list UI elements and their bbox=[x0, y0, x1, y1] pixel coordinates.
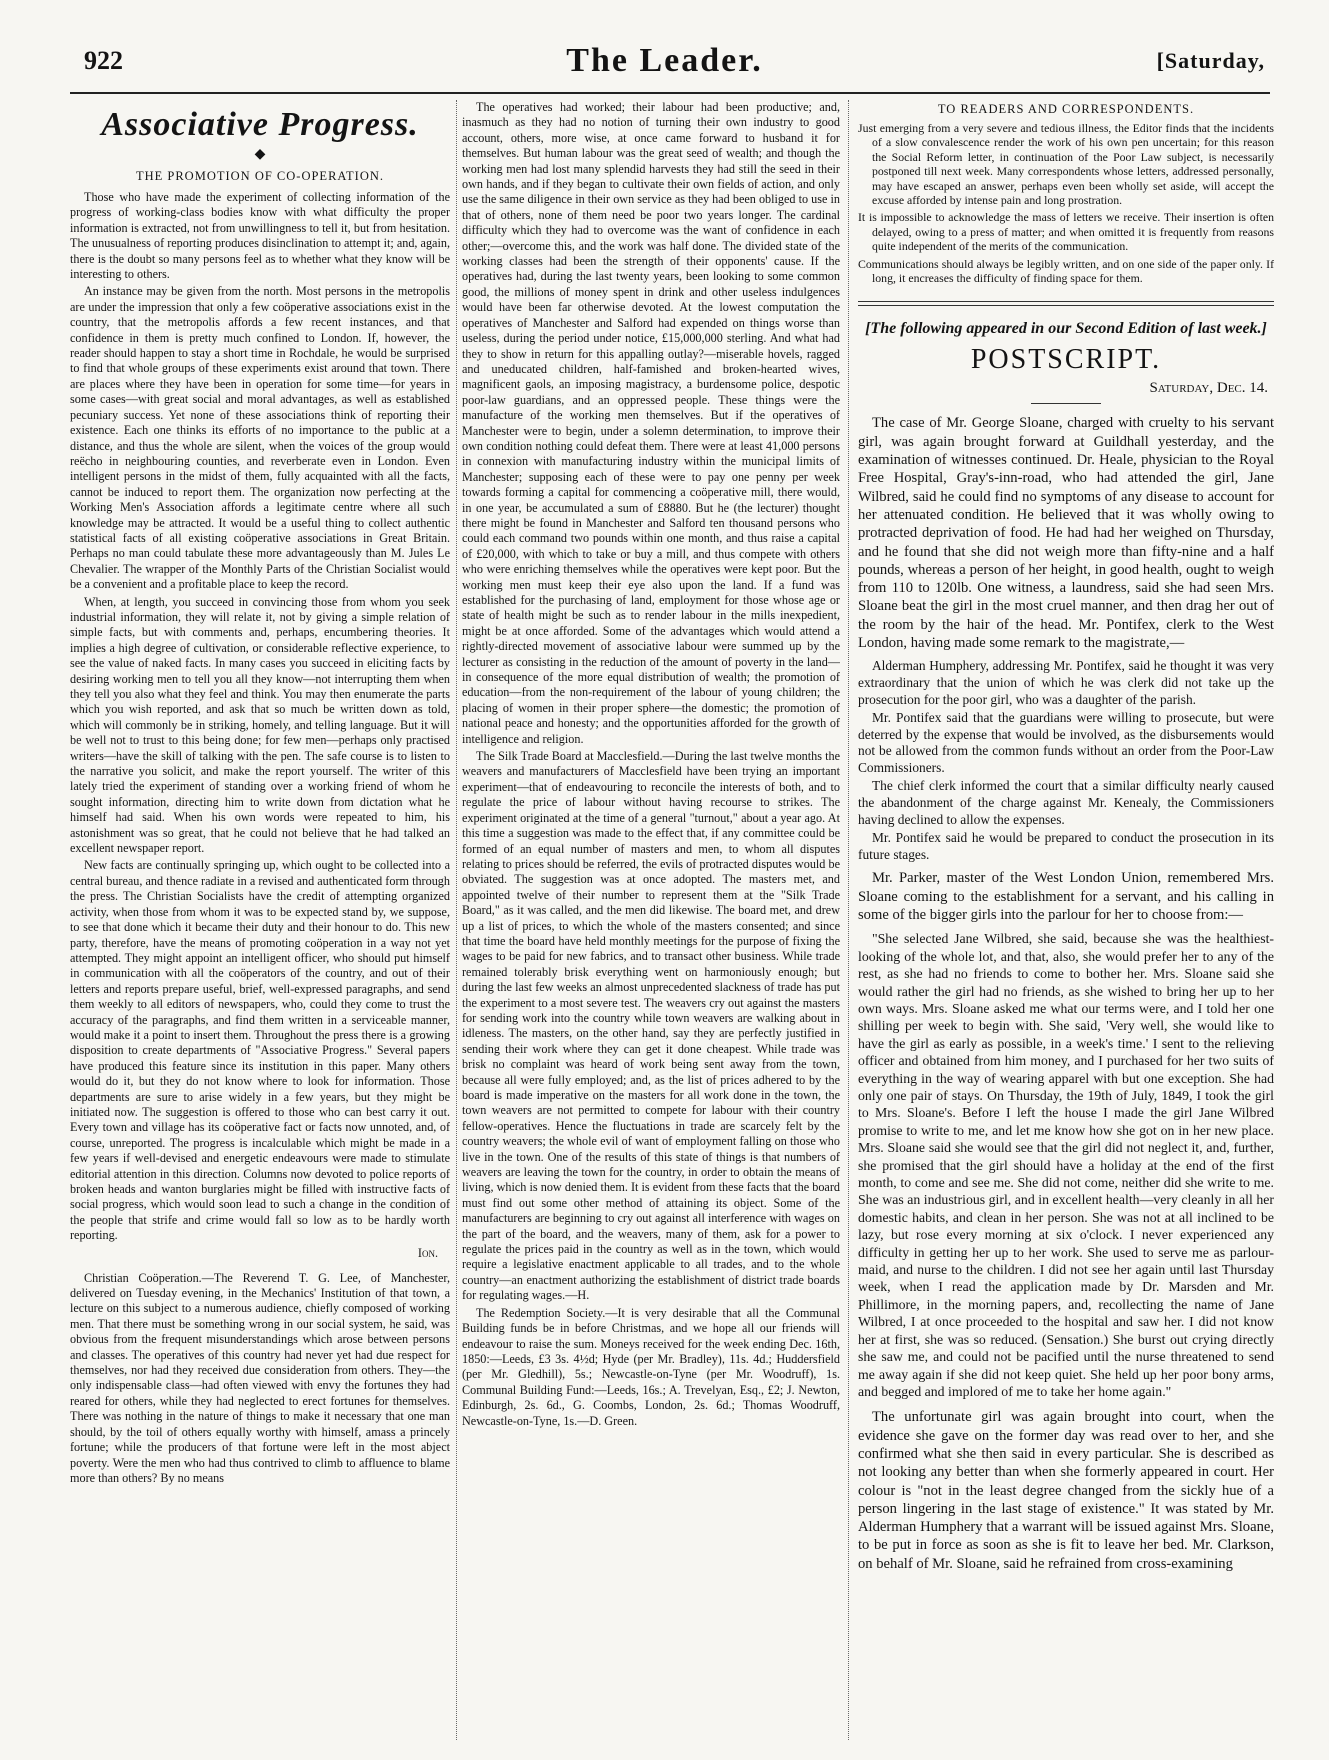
issue-day: [Saturday, bbox=[1156, 48, 1265, 73]
ornament-icon: ◆ bbox=[254, 147, 266, 162]
article-paragraph: Mr. Pontifex said that the guardians were willing to prosecute, but were deterred by the expense that would be involved, as the disbursements would not be allowed from the common funds without an order from the Poor-Law Commissioners. bbox=[858, 710, 1274, 775]
header-rule bbox=[70, 92, 1270, 94]
readers-note: Communications should always be legibly written, and on one side of the paper only. If long, it encreases the difficulty of finding space for them. bbox=[858, 256, 1274, 286]
article-paragraph: The chief clerk informed the court that a similar difficulty nearly caused the abandonment of the charge against Mr. Kenealy, the Commissioners having declined to allow the expenses. bbox=[858, 778, 1274, 827]
article-paragraph: The operatives had worked; their labour had been productive; and, inasmuch as they had no notion of turning their own industry to good account, others, more wise, at once came forward to husband it for themselves. But human labour was the great seed of wealth; and though the working men had lost many splendid harvests they had still the seed in their own hands, and if they began to cultivate their own fields of action, and only use the same diligence in their own service as they had been obliged to use in that of others, none of them need be poor two years longer. The cardinal difficulty which they had to overcome was the want of confidence in each other;—overcome this, and the work was half done. The divided state of the working classes had been the strength of their opponents' cause. If the operatives had, during the last twenty years, been looking to some common good, the millions of money spent in drink and other useless indulgences would have been far otherwise devoted. At the lowest computation the operatives of Manchester and Salford had expended on things worse than useless, during the period under notice, £15,000,000 sterling. And what had they to show in return for this appalling outlay?—miserable hovels, ragged and uneducated children, half-famished and broken-hearted wives, magnificent gaols, an imposing magistracy, a burdensome police, despotic poor-law guardians, and an oppressed people. These things were the manufacture of the working men themselves. But if the operatives of Manchester were to begin, under a solemn determination, to improve their own condition nothing could defeat them. There were at least 41,000 persons in connexion with manufacturing industry within the municipal limits of Manchester; supposing each of these were to pay one penny per week towards forming a capital for commencing a coöperative mill, there would, in one year, be accumulated a sum of £8880. But he (the lecturer) thought there might be found in Manchester and Salford ten thousand persons who could each command two pounds within one month, and thus raise a capital of £20,000, with which to take or buy a mill, and thus compete with others who were enriching themselves while the operatives were kept poor. But the working men must keep their eye also upon the land. If a fund was established for the purchasing of land, employment for those whose age or state of health might be such as to render labour in the mills inexpedient, might be at once afforded. Some of the advantages which would attend a rightly-directed movement of associative labour were summed up by the lecturer as consisting in the reduction of the amount of poverty in the land—in consequence of the more equal distribution of wealth; the promotion of education—from the non-requirement of the labour of young children; the placing of women in their proper sphere—the domestic; the promotion of national peace and honesty; and the opportunities afforded for the growth of intelligence and religion. bbox=[462, 100, 840, 746]
edition-note: [The following appeared in our Second Edition of last week.] bbox=[865, 320, 1267, 338]
section-title: Associative Progress. bbox=[101, 106, 419, 143]
readers-note: Just emerging from a very severe and tedious illness, the Editor finds that the incidents of a slow convalescence render the work of his own pen uncertain; for this reason the Social Reform letter, in continuation of the Poor Law subject, is necessarily postponed till next week. Many correspondents whose letters, addressed personally, may have escaped an answer, perhaps even been wholly set aside, will accept the excuse afforded by intense pain and long prostration. bbox=[858, 121, 1274, 208]
column-left bbox=[70, 100, 450, 1740]
article-paragraph: The Silk Trade Board at Macclesfield.—During the last twelve months the weavers and manufacturers of Macclesfield have been trying an important experiment—that of endeavouring to reconcile the interests of both, and to regulate the price of labour without having recourse to strikes. The experiment originated at the time of a general "turnout," about a year ago. At this time a suggestion was made to the effect that, if any committee could be formed of an equal number of masters and men, to whom all disputes relating to prices should be referred, the evils of protracted disputes would be obviated. The suggestion was at once adopted. The masters met, and appointed twelve of their number to represent them at the "Silk Trade Board," as it was called, and the men did likewise. The board met, and drew up a list of prices, to which the whole of the masters consented; and since that time the board have held monthly meetings for the purpose of fixing the wages to be paid for new fabrics, and to transact other business. While trade remained tolerably brisk everything went on harmoniously enough; but during the last few weeks an almost unprecedented slackness of trade has put the experiment to a most severe test. The weavers cry out against the masters for sending work into the country while town weavers are walking about in idleness. The masters, on the other hand, say they are perfectly justified in sending their work where they can get it done cheapest. While trade was brisk no complaint was heard of work being sent away from the town, because all were fully employed; and, as the list of prices adhered to by the board is made imperative on the masters for all work done in the town, the town weavers are not permitted to compete for labour with their country fellow-operatives. Hence the fluctuations in trade are scarcely felt by the country weavers; the whole evil of want of employment falling on those who live in the town. One of the results of this state of things is that numbers of weavers are leaving the town for the country, in order to obtain the means of living, which is now denied them. It is evident from these facts that the board must find out some other method of attaining its object. Some of the manufacturers are beginning to cry out against all interference with wages on the part of the board, and the weavers, many of them, ask for a power to regulate the prices paid in the country as well as in the town, which would require a legislative enactment applicable to all trades, and to the whole country—an enactment authorizing the establishment of district trade boards for regulating wages.—H. bbox=[462, 749, 840, 1303]
article-paragraph: Those who have made the experiment of collecting information of the progress of working-class bodies know with what difficulty the proper information is extracted, not from unwillingness to tell it, but from hesitation. The unusualness of reporting produces disinclination to attempt it; and, again, there is the doubt so many persons feel as to whether what they know will be interesting to others. bbox=[70, 190, 450, 282]
readers-note: It is impossible to acknowledge the mass of letters we receive. Their insertion is often delayed, owing to a press of matter; and when omitted it is frequently from reasons quite independent of the merits of the communication. bbox=[858, 210, 1274, 254]
article-subheading: THE PROMOTION OF CO-OPERATION. bbox=[135, 169, 385, 183]
article-paragraph: Mr. Parker, master of the West London Union, remembered Mrs. Sloane coming to the establishment for a servant, and his calling in some of the bigger girls into the parlour for her to choose from:— bbox=[858, 870, 1274, 924]
readers-heading: TO READERS AND CORRESPONDENTS. bbox=[937, 102, 1195, 116]
article-paragraph: The Redemption Society.—It is very desirable that all the Communal Building funds be in before Christmas, and we hope all our friends will endeavour to raise the sum. Moneys received for the week ending Dec. 16th, 1850:—Leeds, £3 3s. 4½d; Hyde (per Mr. Bradley), 11s. 4d.; Huddersfield (per Mr. Gledhill), 5s.; Newcastle-on-Tyne (per Mr. Woodruff), 1s. Communal Building Fund:—Leeds, 16s.; A. Trevelyan, Esq., £2; J. Newton, Edinburgh, 2s. 6d., G. Coombs, London, 2s. 6d.; Thomas Woodruff, Newcastle-on-Tyne, 1s.—D. Green. bbox=[462, 1305, 840, 1428]
article-paragraph: Mr. Pontifex said he would be prepared to conduct the prosecution in its future stages. bbox=[858, 830, 1274, 862]
article-paragraph: When, at length, you succeed in convincing those from whom you seek industrial information, they will relate it, not by giving a simple relation of simple facts, but with comments and, perhaps, encumbering theories. It implies a high degree of cultivation, or considerable reflective experience, to see the value of naked facts. In many cases you succeed in eliciting facts by desiring working men to tell you all they know—not interrupting them when they tell you also what they feel and think. You may then enumerate the parts which you wish reported, and ask that so much be written down as told, which will commonly be in striking, homely, and telling language. But it will be well not to trust to this being done; for few men—perhaps only practised writers—have the skill of talking with the pen. The safe course is to listen to the narrative you solicit, and make the report yourself. The writer of this lately tried the experiment of standing over a working friend of whom he sought information, directing him to write down from dictation what he himself had said. When his own words were repeated to him, his astonishment was so great, that he could not believe that he had talked an excellent newspaper report. bbox=[70, 594, 450, 856]
double-rule bbox=[858, 301, 1274, 306]
article-paragraph: The unfortunate girl was again brought into court, when the evidence she gave on the former day was read over to her, and she confirmed what she then said in every particular. She is described as not looking any better than when she formerly appeared in court. Her colour is "not in the least degree changed from the sickly hue of a person lingering in the last stage of existence." It was stated by Mr. Alderman Humphery that a warrant will be issued against Mrs. Sloane, to be put in force as soon as she is fit to leave her bed. Mr. Clarkson, on behalf of Mr. Sloane, said he refrained from cross-examining bbox=[858, 1409, 1274, 1572]
page-header bbox=[0, 42, 1329, 82]
column-middle bbox=[462, 100, 840, 1740]
postscript-title: POSTSCRIPT. bbox=[970, 344, 1162, 376]
article-paragraph: Alderman Humphery, addressing Mr. Pontifex, said he thought it was very extraordinary that the union of which he was clerk did not take up the prosecution for the poor girl, who was a daughter of the parish. bbox=[858, 658, 1274, 707]
page-number: 922 bbox=[84, 46, 123, 75]
article-paragraph: An instance may be given from the north. Most persons in the metropolis are under the impression that only a few coöperative associations exist in the country, that the metropolis affords a few recent instances, and that confidence in them is pretty much confined to London. If, however, the reader should happen to stay a short time in Rochdale, he would be surprised to find that whole groups of these experiments exist around that town. There are places where they have been in operation for some time—for years in some cases—with great social and moral advantages, as well as established pecuniary success. Yet none of these associations think of reporting their existence. Each one thinks its efforts of no importance to the public at a distance, and thus the whole are silent, when the voices of the group would reëcho in neighbouring counties, and reverberate even in London. Even intelligent persons in the midst of them, fully acquainted with all the facts, cannot be induced to report them. The organization now perfecting at the Working Men's Association affords a legitimate centre where all such knowledge may be attracted. It would be a useful thing to collect authentic statistical facts of all existing coöperative associations in Great Britain. Perhaps no man could tabulate these more advantageously than M. Jules Le Chevalier. The wrapper of the Monthly Parts of the Christian Socialist would be a convenient and a profitable place to keep the record. bbox=[70, 284, 450, 592]
witness-quote: "She selected Jane Wilbred, she said, because she was the healthiest-looking of the whole lot, and that, also, she would prefer her to any of the rest, as she had no friends to come to bother her. Mrs. Sloane said she would rather the girl had no friends, as she wished to bring her up to her own ways. Mrs. Sloane asked me what our terms were, and I told her one shilling per week to begin with. She said, 'Very well, she would like to have the girl as early as possible, in a week's time.' I sent to the relieving officer and obtained from him money, and I purchased for her two suits of everything in the way of wearing apparel with but one exception. She had only one pair of stays. On Thursday, the 19th of July, 1849, I took the girl to Mrs. Sloane's. Before I left the house I made the girl Jane Wilbred promise to write to me, and let me know how she got on in her new place. Mrs. Sloane said she would see that the girl did not neglect it, and, further, she promised that the girl should have a holiday at the end of the first month, to come and see me. She did not come, neither did she write to me. She was an industrious girl, and in excellent health—very cleanly in all her domestic habits, and clean in her person. She was not at all inclined to be lazy, but rose every morning at six o'clock. I never experienced any difficulty in getting her up to her work. She used to serve me as parlour-maid, and nurse to the children. I did not see her again until last Thursday week, when I read the application made by Dr. Marsden and Mr. Phillimore, in the morning papers, and, recollecting the name of Jane Wilbred, I at once proceeded to the hospital and saw her. I did not know her at first, she was so reduced. (Sensation.) She burst out crying directly she saw me, and could not be pacified until the nurse threatened to send me away again if she did not keep quiet. She held up her poor bony arms, and begged and implored of me to take her home again." bbox=[858, 931, 1274, 1399]
short-rule bbox=[1031, 403, 1101, 404]
column-right bbox=[858, 100, 1274, 1740]
column-divider bbox=[456, 100, 457, 1740]
article-paragraph: Christian Coöperation.—The Reverend T. G. Lee, of Manchester, delivered on Tuesday evening, in the Mechanics' Institution of that town, a lecture on this subject to a numerous audience, chiefly composed of working men. That there must be something wrong in our social system, he said, was obvious from the frequent misunderstandings which arose between persons and classes. The operatives of this country had never yet had due respect for themselves, nor had they received due consideration from others. They—the only indispensable class—had often viewed with envy the fortunes they had reared for others, while they had neglected to erect fortunes for themselves. There was nothing in the nature of things to make it necessary that one man should, by the toil of others equally worthy with himself, amass a princely fortune; while the producers of that fortune were left in the most abject poverty. Were the men who had thus contrived to climb to affluence to blame more than others? By no means bbox=[70, 1270, 450, 1485]
postscript-date: Saturday, Dec. 14. bbox=[1149, 380, 1268, 397]
article-signature: Ion. bbox=[417, 1245, 438, 1260]
column-divider bbox=[848, 100, 849, 1740]
article-paragraph: New facts are continually springing up, which ought to be collected into a central bureau, and thence radiate in a revised and authenticated form through the press. The Christian Socialists have the credit of attempting organized activity, when those from whom it was to be expected stand by, we suppose, to see that done which it became their duty and their honour to do. This new party, therefore, have the means of promoting coöperation in a way not yet attempted. They might appoint an intelligent officer, who should put himself in communication with all the coöperators of the country, and out of their letters and reports prepare useful, brief, well-expressed paragraphs, and send them weekly to all editors of newspapers, who, could they come to trust the accuracy of the paragraphs, and find them written in a serviceable manner, would make it a point to insert them. Throughout the press there is a growing disposition to create departments of "Associative Progress." Several papers have produced this feature since its institution in this paper. Many others would do it, but they do not know where to look for information. Those departments are sure to arise widely in a few years, but they might be initiated now. The suggestion is offered to those who can best carry it out. Every town and village has its coöperative fact or facts now unnoted, and, of course, unreported. The progress is incalculable which might be made in a few years if well-devised and energetic endeavours were made to stimulate editorial attention in this direction. Columns now devoted to police reports of broken heads and wanton burglaries might be filled with instructive facts of social progress, which would soon lead to such a change in the condition of the people that strife and crime would fall so low as to be hardly worth reporting. bbox=[70, 858, 450, 1243]
article-paragraph: The case of Mr. George Sloane, charged with cruelty to his servant girl, was again brought forward at Guildhall yesterday, and the examination of witnesses continued. Dr. Heale, physician to the Royal Free Hospital, Gray's-inn-road, who had attended the girl, Jane Wilbred, said he could find no symptoms of any disease to account for her attenuated condition. He believed that it was wholly owing to protracted deprivation of food. He had had her weighed on Thursday, and he found that she did not weigh more than fifty-nine and a half pounds, whereas a person of her height, in good health, ought to weigh from 110 to 120lb. One witness, a laundress, said she had seen Mrs. Sloane beat the girl in the most cruel manner, and then drag her out of the room by the hair of the head. Mr. Pontifex, clerk to the West London, having made some remark to the magistrate,— bbox=[858, 415, 1274, 652]
masthead: The Leader. bbox=[566, 42, 763, 79]
